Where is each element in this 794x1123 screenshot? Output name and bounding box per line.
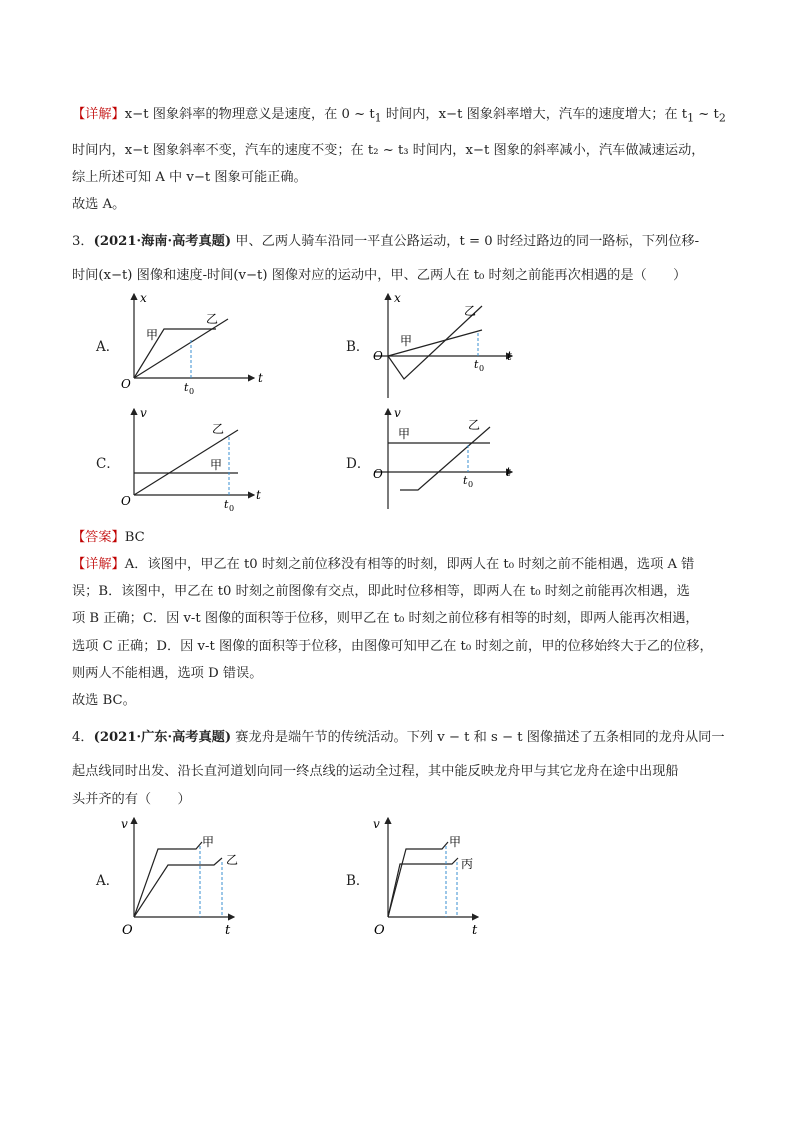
q3-answer: 【答案】BC [72,530,145,545]
q4a-jia-line [134,842,202,917]
svg-text:O: O [373,349,383,363]
svg-text:v: v [394,406,401,420]
svg-text:v: v [373,817,380,831]
svg-text:t: t [258,371,263,385]
q4b-bing-line [388,858,458,917]
q3-detail-line1: 【详解】A．该图中，甲乙在 t0 时刻之前位移没有相等的时刻，即两人在 t₀ 时刻之前不能相遇，选项 A 错 [72,557,695,572]
detail1-line1: 【详解】x−t 图象斜率的物理意义是速度，在 0 ~ $t_1$ 时间内，x−t 图象斜率增大，汽车的速度增大；在 $t_1$ ~ $t_2$ [72,107,726,125]
q4-graph-a [118,812,268,937]
svg-text:t: t [224,498,229,511]
q3-detail-line6: 故选 BC。 [72,693,136,708]
svg-text:x: x [140,291,147,305]
q3-option-a[interactable]: A． [96,339,120,355]
svg-text:t: t [463,474,468,487]
q3-graph-b [372,290,522,400]
detail1-line2: 时间内，x−t 图象斜率不变，汽车的速度不变；在 t₂ ~ t₃ 时间内，x−t 图象的斜率减小，汽车做减速运动， [72,143,705,158]
q3-source: (2021·海南·高考真题) [93,234,232,249]
svg-text:甲: 甲 [449,835,462,849]
svg-text:乙: 乙 [226,853,239,867]
svg-text:0: 0 [229,504,235,513]
q3-option-b[interactable]: B． [346,339,370,355]
svg-text:0: 0 [479,364,485,373]
svg-text:乙: 乙 [464,304,477,318]
graph-d-yi-line [400,427,490,490]
svg-text:O: O [122,923,133,938]
detail1-line3: 综上所述可知 A 中 v−t 图象可能正确。 [72,170,307,185]
svg-text:t: t [184,381,189,394]
svg-text:0: 0 [189,387,195,396]
q3-stem-line1: 3．(2021·海南·高考真题) 甲、乙两人骑车沿同一平直公路运动，t = 0 时经过路边的同一路标，下列位移- [72,234,700,249]
svg-text:t: t [506,465,511,479]
q4-graph-b [372,812,522,937]
svg-text:t: t [507,349,512,363]
svg-text:O: O [121,494,131,508]
q3-detail-line2: 误；B．该图中，甲乙在 t0 时刻之前图像有交点，即此时位移相等，即两人在 t₀ 时刻之前能再次相遇，选 [72,584,690,599]
svg-text:乙: 乙 [212,422,225,436]
detail-tag: 【详解】 [72,107,125,122]
svg-text:甲: 甲 [210,458,223,472]
svg-text:O: O [373,467,383,481]
svg-text:丙: 丙 [461,857,474,871]
q4-stem-line3: 头并齐的有（ ） [72,792,191,807]
svg-text:乙: 乙 [468,418,481,432]
q3-detail-line5: 则两人不能相遇，选项 D 错误。 [72,666,263,681]
svg-text:甲: 甲 [202,835,215,849]
q3-graph-c [118,405,268,515]
svg-text:O: O [374,923,385,938]
q3-option-d[interactable]: D． [346,456,371,472]
svg-text:v: v [140,406,147,420]
q3-option-c[interactable]: C． [96,456,120,472]
svg-text:甲: 甲 [400,334,413,348]
graph-c-yi-line [134,430,238,495]
svg-text:乙: 乙 [206,312,219,326]
q3-stem-line2: 时间(x−t) 图像和速度-时间(v−t) 图像对应的运动中，甲、乙两人在 t₀ 时刻之前能再次相遇的是（ ） [72,268,687,283]
svg-text:t: t [225,923,231,938]
svg-text:v: v [121,817,128,831]
svg-text:甲: 甲 [398,427,411,441]
svg-text:t: t [472,923,478,938]
svg-text:O: O [121,377,131,391]
q4a-yi-line [134,858,222,917]
q4-stem-line1: 4．(2021·广东·高考真题) 赛龙舟是端午节的传统活动。下列 v − t 和 s − t 图像描述了五条相同的龙舟从同一 [72,730,725,745]
detail1-line4: 故选 A。 [72,197,126,212]
svg-text:t: t [474,358,479,371]
q4-source: (2021·广东·高考真题) [93,730,232,745]
q3-graph-d [372,405,522,515]
q3-detail-line4: 选项 C 正确；D．因 v-t 图像的面积等于位移，由图像可知甲乙在 t₀ 时刻之前，甲的位移始终大于乙的位移， [72,639,713,654]
q4-option-a[interactable]: A． [96,873,120,889]
svg-text:x: x [394,291,401,305]
svg-text:0: 0 [468,480,474,489]
svg-text:t: t [256,488,261,502]
q3-detail-line3: 项 B 正确；C．因 v-t 图像的面积等于位移，则甲乙在 t₀ 时刻之前位移有相等的时刻，即两人能再次相遇， [72,611,699,626]
svg-text:甲: 甲 [146,328,159,342]
q4-stem-line2: 起点线同时出发、沿长直河道划向同一终点线的运动全过程，其中能反映龙舟甲与其它龙舟在途中出现船 [72,764,679,779]
q3-graph-a [118,290,268,400]
q4-option-b[interactable]: B． [346,873,370,889]
